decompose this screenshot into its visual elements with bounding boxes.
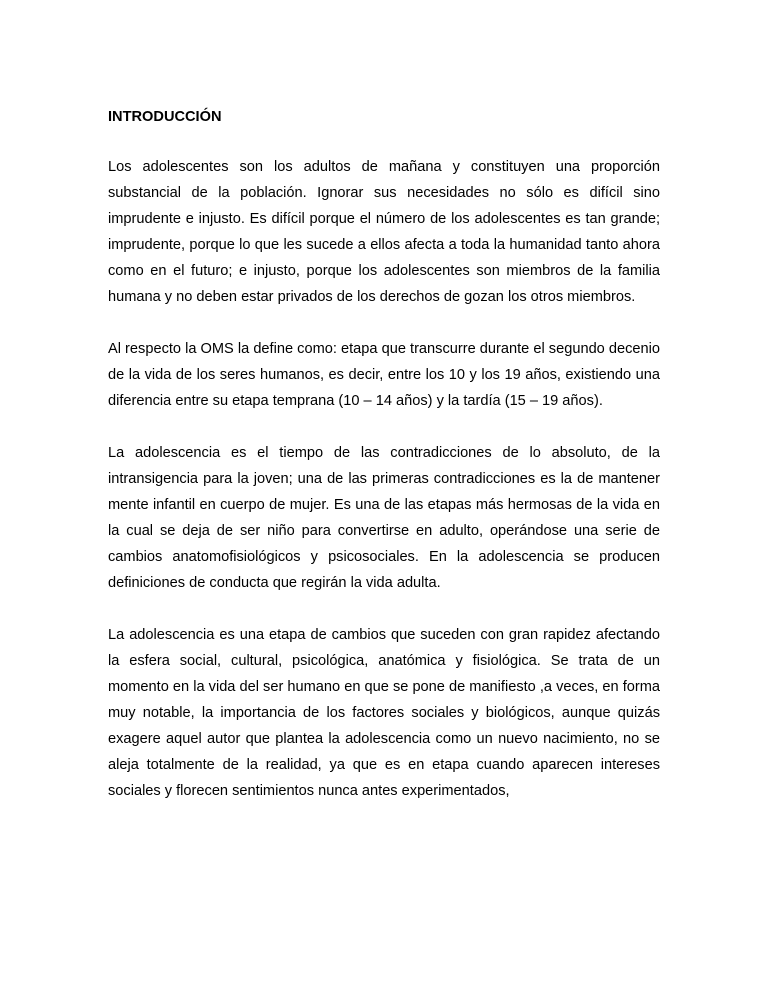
paragraph-1: Los adolescentes son los adultos de mañana y constituyen una proporción substancial de la población. Ignorar sus necesidades no sólo es difícil sino imprudente e injusto. Es difícil porque el número de los adolescentes es tan grande; imprudente, porque lo que les sucede a ellos afecta a toda la humanidad tanto ahora como en el futuro; e injusto, porque los adolescentes son miembros de la familia humana y no deben estar privados de los derechos de gozan los otros miembros.	[108, 159, 660, 305]
document-body	[108, 104, 660, 830]
paragraph-4: La adolescencia es una etapa de cambios que suceden con gran rapidez afectando la esfera social, cultural, psicológica, anatómica y fisiológica. Se trata de un momento en la vida del ser humano en que se pone de manifiesto ,a veces, en forma muy notable, la importancia de los factores sociales y biológicos, aunque quizás exagere aquel autor que plantea la adolescencia como un nuevo nacimiento, no se aleja totalmente de la realidad, ya que es en etapa cuando aparecen intereses sociales y florecen sentimientos nunca antes experimentados,	[108, 627, 660, 799]
paragraph-3: La adolescencia es el tiempo de las contradicciones de lo absoluto, de la intransigencia para la joven; una de las primeras contradicciones es la de mantener mente infantil en cuerpo de mujer. Es una de las etapas más hermosas de la vida en la cual se deja de ser niño para convertirse en adulto, operándose una serie de cambios anatomofisiológicos y psicosociales. En la adolescencia se producen definiciones de conducta que regirán la vida adulta.	[108, 445, 660, 591]
section-title: INTRODUCCIÓN	[108, 109, 222, 125]
paragraph-2: Al respecto la OMS la define como: etapa que transcurre durante el segundo decenio de la vida de los seres humanos, es decir, entre los 10 y los 19 años, existiendo una diferencia entre su etapa temprana (10 – 14 años) y la tardía (15 – 19 años).	[108, 341, 660, 409]
